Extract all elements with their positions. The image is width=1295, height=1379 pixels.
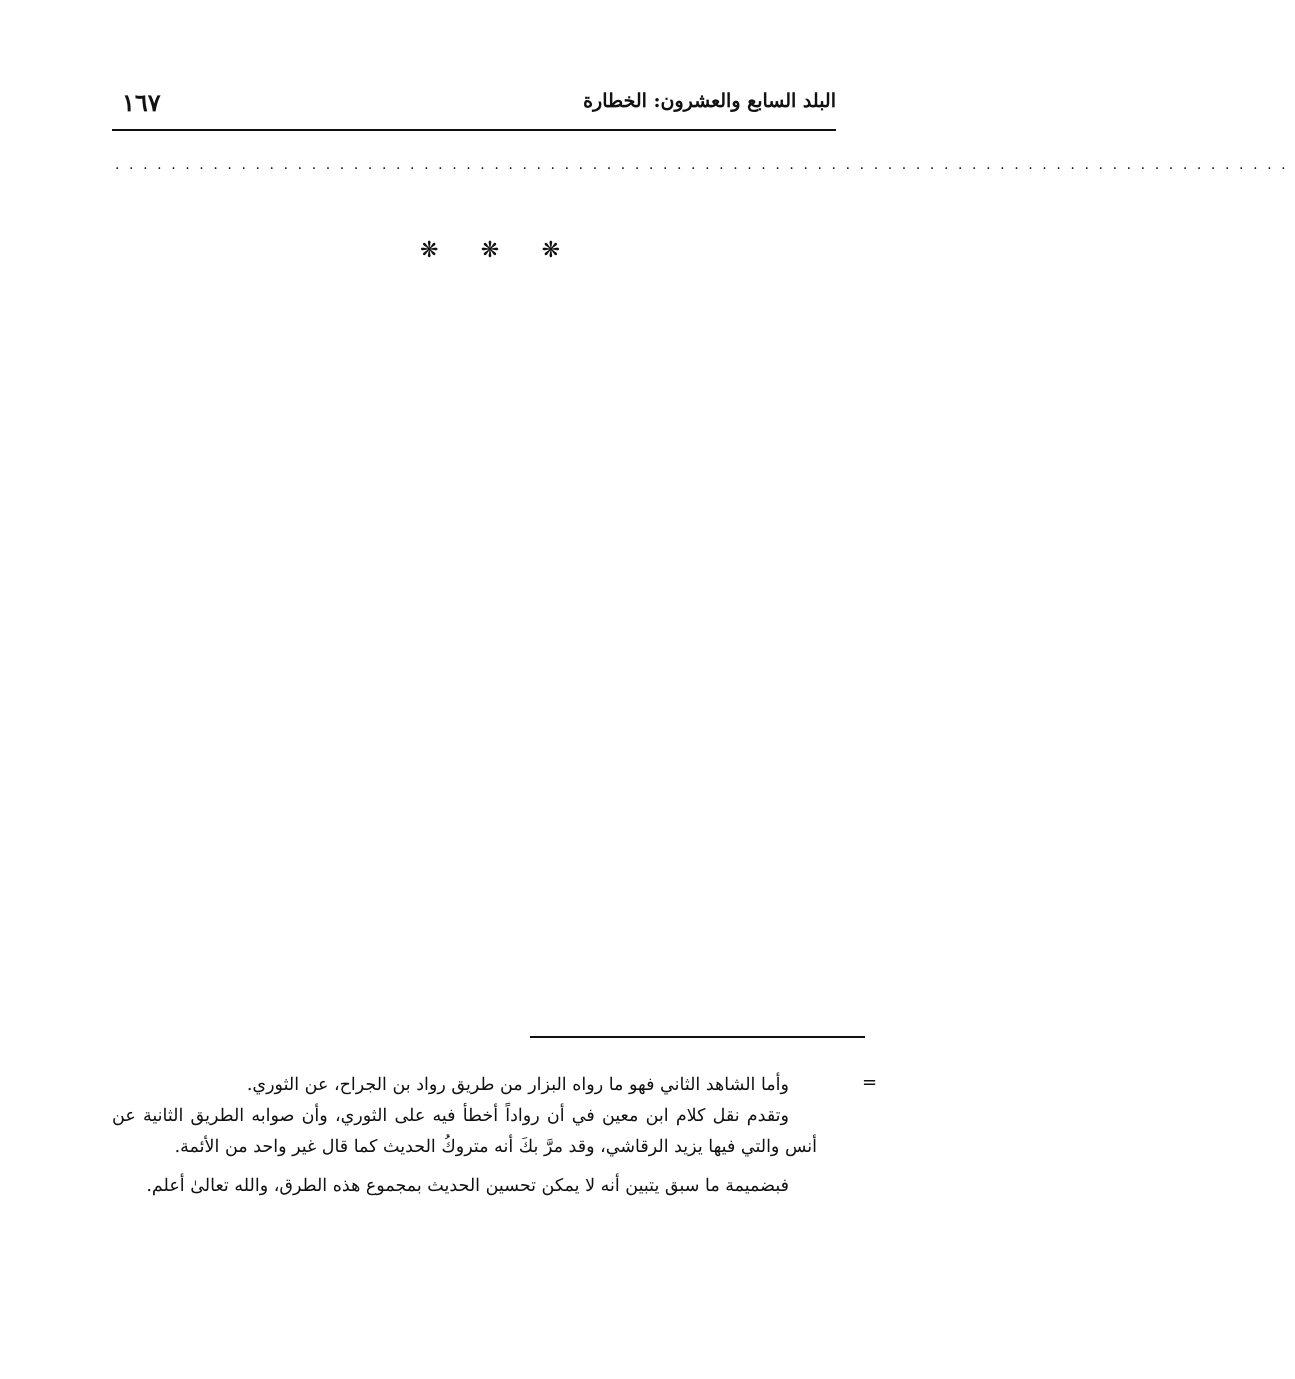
footnote-paragraph: وأما الشاهد الثاني فهو ما رواه البزار من طريق رواد بن الجراح، عن الثوري. [246, 1075, 789, 1095]
footnote-paragraph: وتقدم نقل كلام ابن معين في أن رواداً أخطأ فيه على الثوري، وأن صوابه الطريق الثانية عن أنس والتي فيها يزيد الرقاشي، وقد مرَّ بكَ أنه متروكُ الحديث كما قال غير واحد من الأئمة. [112, 1106, 817, 1157]
asterism-divider [420, 238, 560, 274]
footnote-continuation-mark: = [862, 1072, 878, 1093]
running-title: البلد السابع والعشرون: الخطارة [583, 90, 836, 112]
footnote-rule [530, 1036, 865, 1038]
header-rule [112, 129, 836, 131]
asterism-glyph: ❋ [420, 238, 439, 263]
footnote-text [112, 1070, 817, 1202]
dotted-separator: .................................................................................... [115, 157, 1295, 173]
footnote-paragraph: فبضميمة ما سبق يتبين أنه لا يمكن تحسين الحديث بمجموع هذه الطرق، والله تعالىٰ أعلم. [146, 1176, 789, 1196]
page-header [112, 88, 836, 128]
page-number: ١٦٧ [122, 88, 161, 117]
asterism-glyph: ❋ [541, 238, 560, 263]
asterism-glyph: ❋ [480, 238, 500, 263]
